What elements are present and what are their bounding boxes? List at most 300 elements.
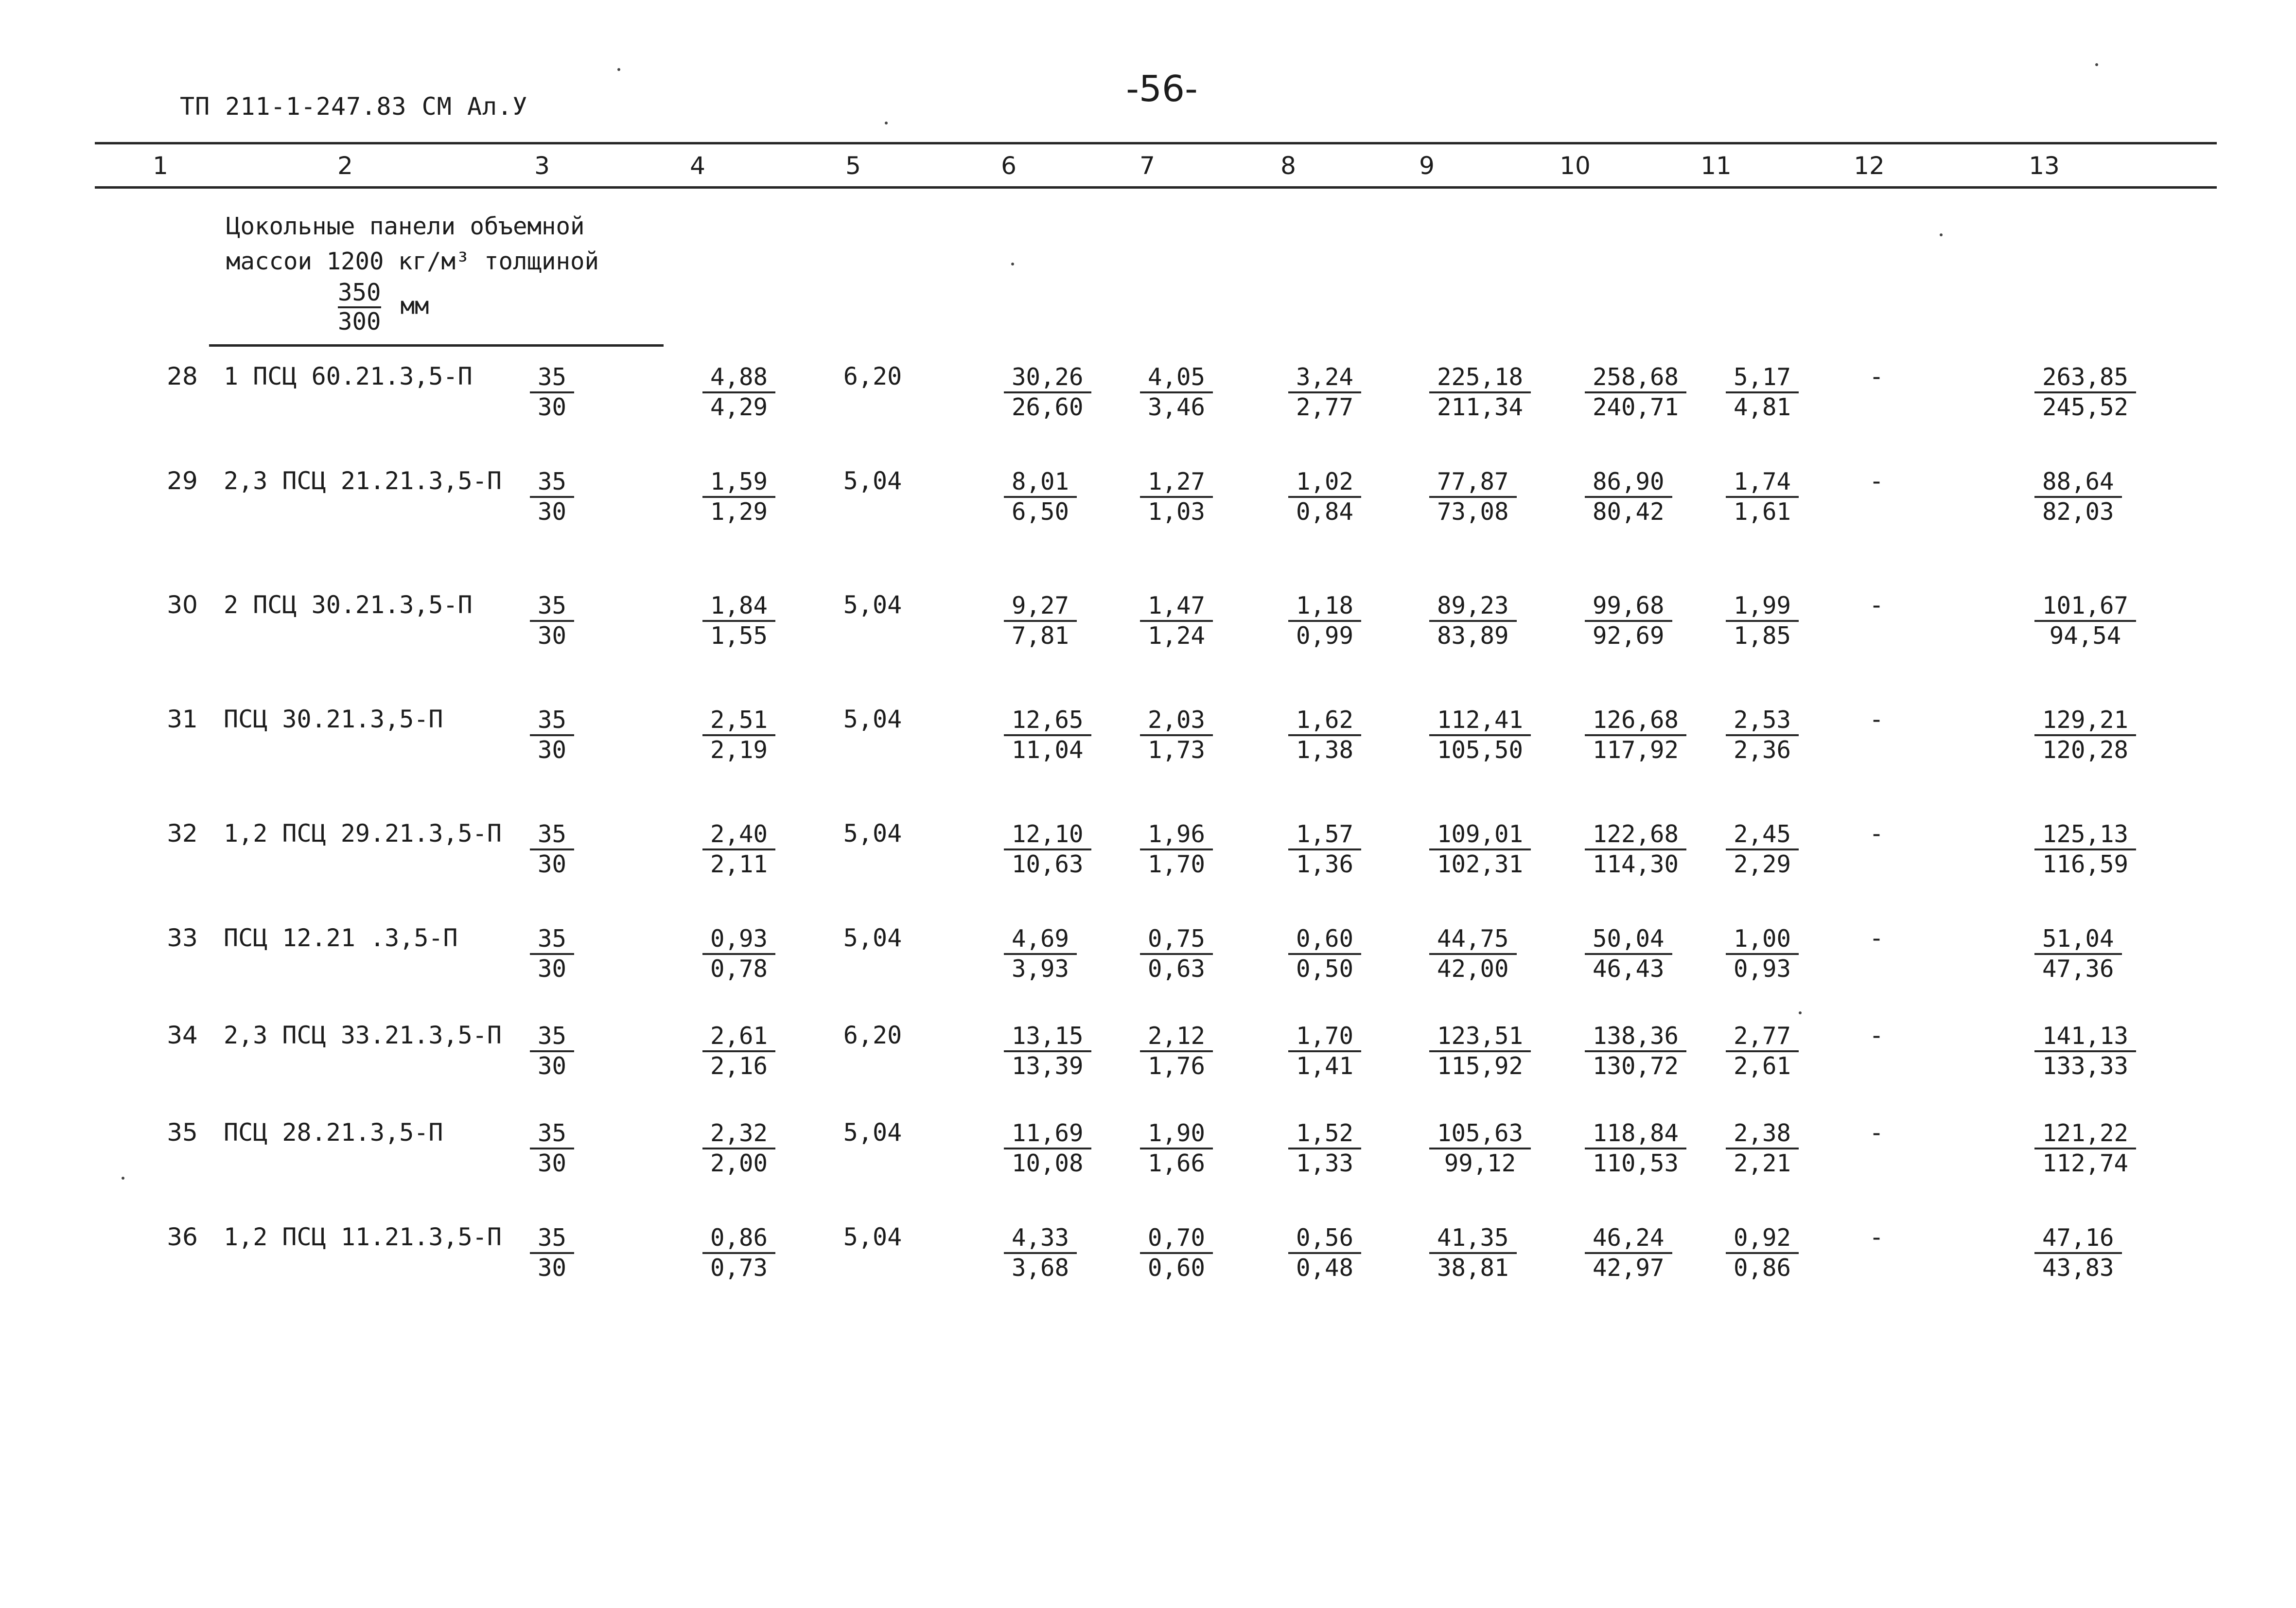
cell-c11-fraction bbox=[1726, 925, 1799, 983]
column-number-1: 1 bbox=[153, 152, 168, 180]
cell-c11-denominator: 1,85 bbox=[1734, 622, 1791, 650]
cell-c10-fraction bbox=[1585, 1022, 1686, 1080]
cell-c10-denominator: 92,69 bbox=[1593, 622, 1665, 650]
cell-c6-numerator: 11,69 bbox=[1004, 1119, 1091, 1149]
cell-c7-fraction bbox=[1140, 706, 1213, 764]
panel-mark: 1,2 ПСЦ 29.21.3,5-П bbox=[224, 819, 502, 848]
cell-c7-numerator: 0,70 bbox=[1140, 1224, 1213, 1254]
cell-c10-numerator: 46,24 bbox=[1585, 1224, 1672, 1254]
cell-c3-denominator: 30 bbox=[538, 498, 567, 526]
column-number-9: 9 bbox=[1419, 152, 1435, 180]
cell-c12: - bbox=[1869, 591, 1884, 619]
cell-c11-denominator: 2,36 bbox=[1734, 736, 1791, 764]
panel-mark: ПСЦ 30.21.3,5-П bbox=[224, 705, 443, 733]
cell-c7-fraction bbox=[1140, 363, 1213, 422]
cell-c5: 6,20 bbox=[843, 1021, 902, 1049]
cell-c7-denominator: 1,24 bbox=[1148, 622, 1206, 650]
cell-c7-fraction bbox=[1140, 1224, 1213, 1282]
cell-c6-numerator: 12,65 bbox=[1004, 706, 1091, 736]
cell-c13-numerator: 121,22 bbox=[2034, 1119, 2136, 1149]
cell-c4-fraction bbox=[702, 363, 775, 422]
cell-c10-fraction bbox=[1585, 592, 1672, 650]
document-code: ТП 211-1-247.83 СМ Ал.У bbox=[180, 92, 528, 121]
cell-c8-denominator: 0,99 bbox=[1296, 622, 1354, 650]
scan-speck bbox=[1940, 233, 1943, 236]
cell-c7-denominator: 0,60 bbox=[1148, 1254, 1206, 1282]
cell-c7-denominator: 0,63 bbox=[1148, 955, 1206, 983]
cell-c5: 5,04 bbox=[843, 467, 902, 495]
cell-c3-fraction bbox=[530, 706, 574, 764]
cell-c7-fraction bbox=[1140, 1119, 1213, 1178]
cell-c5: 5,04 bbox=[843, 1223, 902, 1251]
cell-c8-fraction bbox=[1288, 706, 1361, 764]
cell-c10-fraction bbox=[1585, 1224, 1672, 1282]
cell-c11-fraction bbox=[1726, 1022, 1799, 1080]
cell-c4-fraction bbox=[702, 1119, 775, 1178]
cell-c11-fraction bbox=[1726, 363, 1799, 422]
cell-c8-fraction bbox=[1288, 592, 1361, 650]
cell-c10-fraction bbox=[1585, 363, 1686, 422]
cell-c13-denominator: 112,74 bbox=[2042, 1149, 2129, 1177]
row-number: 32 bbox=[167, 819, 198, 848]
cell-c3-denominator: 30 bbox=[538, 1052, 567, 1080]
cell-c9-fraction bbox=[1429, 468, 1517, 526]
cell-c11-denominator: 2,21 bbox=[1734, 1149, 1791, 1177]
thickness-denominator: 300 bbox=[338, 308, 381, 336]
column-number-4: 4 bbox=[690, 152, 705, 180]
cell-c4-numerator: 2,32 bbox=[702, 1119, 775, 1149]
cell-c8-fraction bbox=[1288, 468, 1361, 526]
cell-c10-denominator: 130,72 bbox=[1593, 1052, 1679, 1080]
cell-c6-fraction bbox=[1004, 468, 1077, 526]
cell-c11-fraction bbox=[1726, 1119, 1799, 1178]
cell-c3-fraction bbox=[530, 468, 574, 526]
cell-c4-denominator: 2,19 bbox=[710, 736, 768, 764]
cell-c9-fraction bbox=[1429, 1224, 1517, 1282]
cell-c13-numerator: 51,04 bbox=[2034, 925, 2122, 955]
cell-c9-fraction bbox=[1429, 363, 1531, 422]
scan-speck bbox=[2095, 63, 2098, 66]
cell-c6-denominator: 10,63 bbox=[1012, 850, 1084, 878]
cell-c4-fraction bbox=[702, 925, 775, 983]
cell-c7-fraction bbox=[1140, 468, 1213, 526]
cell-c7-numerator: 4,05 bbox=[1140, 363, 1213, 393]
cell-c9-fraction bbox=[1429, 925, 1517, 983]
table-row bbox=[0, 591, 2296, 664]
cell-c12: - bbox=[1869, 1021, 1884, 1049]
cell-c13-numerator: 88,64 bbox=[2034, 468, 2122, 498]
cell-c8-denominator: 1,41 bbox=[1296, 1052, 1354, 1080]
cell-c7-numerator: 2,03 bbox=[1140, 706, 1213, 736]
cell-c9-denominator: 99,12 bbox=[1444, 1149, 1516, 1177]
scan-speck bbox=[1011, 263, 1014, 265]
cell-c10-denominator: 110,53 bbox=[1593, 1149, 1679, 1177]
cell-c13-numerator: 263,85 bbox=[2034, 363, 2136, 393]
column-number-2: 2 bbox=[337, 152, 353, 180]
row-number: 33 bbox=[167, 924, 198, 952]
cell-c4-fraction bbox=[702, 706, 775, 764]
panel-mark: 1,2 ПСЦ 11.21.3,5-П bbox=[224, 1223, 502, 1251]
cell-c13-fraction bbox=[2034, 363, 2136, 422]
row-number: 34 bbox=[167, 1021, 198, 1049]
cell-c10-fraction bbox=[1585, 925, 1672, 983]
cell-c5: 5,04 bbox=[843, 591, 902, 619]
cell-c5: 5,04 bbox=[843, 819, 902, 848]
column-number-10: 10 bbox=[1560, 152, 1591, 180]
cell-c6-numerator: 9,27 bbox=[1004, 592, 1077, 622]
cell-c10-denominator: 117,92 bbox=[1593, 736, 1679, 764]
cell-c4-denominator: 2,11 bbox=[710, 850, 768, 878]
cell-c9-denominator: 38,81 bbox=[1437, 1254, 1509, 1282]
cell-c3-numerator: 35 bbox=[530, 925, 574, 955]
cell-c8-numerator: 1,62 bbox=[1288, 706, 1361, 736]
cell-c4-numerator: 4,88 bbox=[702, 363, 775, 393]
cell-c12: - bbox=[1869, 924, 1884, 952]
cell-c13-denominator: 47,36 bbox=[2042, 955, 2114, 983]
cell-c9-denominator: 102,31 bbox=[1437, 850, 1524, 878]
cell-c9-denominator: 73,08 bbox=[1437, 498, 1509, 526]
cell-c7-denominator: 1,73 bbox=[1148, 736, 1206, 764]
panel-mark: 2 ПСЦ 30.21.3,5-П bbox=[224, 591, 473, 619]
cell-c13-fraction bbox=[2034, 1224, 2122, 1282]
cell-c13-numerator: 101,67 bbox=[2034, 592, 2136, 622]
cell-c10-numerator: 118,84 bbox=[1585, 1119, 1686, 1149]
cell-c6-fraction bbox=[1004, 925, 1077, 983]
cell-c6-denominator: 26,60 bbox=[1012, 393, 1084, 421]
cell-c4-fraction bbox=[702, 468, 775, 526]
section-heading bbox=[226, 209, 599, 336]
cell-c9-numerator: 225,18 bbox=[1429, 363, 1531, 393]
cell-c3-denominator: 30 bbox=[538, 1149, 567, 1177]
cell-c11-denominator: 2,29 bbox=[1734, 850, 1791, 878]
cell-c3-denominator: 30 bbox=[538, 622, 567, 650]
cell-c9-denominator: 42,00 bbox=[1437, 955, 1509, 983]
cell-c11-numerator: 2,77 bbox=[1726, 1022, 1799, 1052]
cell-c8-numerator: 0,56 bbox=[1288, 1224, 1361, 1254]
cell-c7-numerator: 1,47 bbox=[1140, 592, 1213, 622]
cell-c3-numerator: 35 bbox=[530, 468, 574, 498]
cell-c3-fraction bbox=[530, 1119, 574, 1178]
cell-c6-denominator: 10,08 bbox=[1012, 1149, 1084, 1177]
cell-c9-fraction bbox=[1429, 1119, 1531, 1178]
cell-c7-numerator: 2,12 bbox=[1140, 1022, 1213, 1052]
cell-c6-fraction bbox=[1004, 1119, 1091, 1178]
cell-c12: - bbox=[1869, 1118, 1884, 1147]
row-number: 28 bbox=[167, 362, 198, 390]
cell-c9-fraction bbox=[1429, 706, 1531, 764]
row-number: 30 bbox=[167, 591, 198, 619]
cell-c10-fraction bbox=[1585, 468, 1672, 526]
cell-c6-fraction bbox=[1004, 1224, 1077, 1282]
cell-c4-denominator: 1,29 bbox=[710, 498, 768, 526]
cell-c9-fraction bbox=[1429, 1022, 1531, 1080]
cell-c9-denominator: 83,89 bbox=[1437, 622, 1509, 650]
cell-c9-numerator: 89,23 bbox=[1429, 592, 1517, 622]
cell-c3-numerator: 35 bbox=[530, 1022, 574, 1052]
cell-c9-fraction bbox=[1429, 592, 1517, 650]
cell-c6-denominator: 13,39 bbox=[1012, 1052, 1084, 1080]
cell-c10-fraction bbox=[1585, 706, 1686, 764]
cell-c10-denominator: 46,43 bbox=[1593, 955, 1665, 983]
cell-c4-numerator: 1,59 bbox=[702, 468, 775, 498]
cell-c10-numerator: 258,68 bbox=[1585, 363, 1686, 393]
thickness-numerator: 350 bbox=[338, 279, 381, 308]
cell-c3-denominator: 30 bbox=[538, 1254, 567, 1282]
top-rule bbox=[95, 142, 2217, 144]
cell-c3-fraction bbox=[530, 1224, 574, 1282]
cell-c13-numerator: 141,13 bbox=[2034, 1022, 2136, 1052]
cell-c11-numerator: 2,45 bbox=[1726, 820, 1799, 850]
cell-c6-numerator: 8,01 bbox=[1004, 468, 1077, 498]
cell-c7-numerator: 1,27 bbox=[1140, 468, 1213, 498]
scan-speck bbox=[617, 68, 620, 71]
cell-c12: - bbox=[1869, 1223, 1884, 1251]
table-row bbox=[0, 1118, 2296, 1191]
cell-c4-denominator: 0,73 bbox=[710, 1254, 768, 1282]
cell-c3-denominator: 30 bbox=[538, 850, 567, 878]
cell-c4-numerator: 0,86 bbox=[702, 1224, 775, 1254]
cell-c8-denominator: 2,77 bbox=[1296, 393, 1354, 421]
table-row bbox=[0, 1223, 2296, 1296]
cell-c8-denominator: 0,50 bbox=[1296, 955, 1354, 983]
cell-c11-numerator: 2,38 bbox=[1726, 1119, 1799, 1149]
column-number-12: 12 bbox=[1854, 152, 1885, 180]
cell-c9-fraction bbox=[1429, 820, 1531, 879]
cell-c13-fraction bbox=[2034, 468, 2122, 526]
cell-c7-denominator: 1,66 bbox=[1148, 1149, 1206, 1177]
cell-c8-numerator: 1,70 bbox=[1288, 1022, 1361, 1052]
cell-c4-numerator: 2,51 bbox=[702, 706, 775, 736]
cell-c8-fraction bbox=[1288, 1224, 1361, 1282]
cell-c9-numerator: 41,35 bbox=[1429, 1224, 1517, 1254]
cell-c10-numerator: 126,68 bbox=[1585, 706, 1686, 736]
cell-c7-denominator: 1,03 bbox=[1148, 498, 1206, 526]
cell-c8-fraction bbox=[1288, 1022, 1361, 1080]
cell-c6-fraction bbox=[1004, 820, 1091, 879]
column-number-6: 6 bbox=[1001, 152, 1017, 180]
cell-c4-denominator: 1,55 bbox=[710, 622, 768, 650]
cell-c3-numerator: 35 bbox=[530, 1119, 574, 1149]
cell-c8-denominator: 1,38 bbox=[1296, 736, 1354, 764]
cell-c11-numerator: 2,53 bbox=[1726, 706, 1799, 736]
cell-c13-fraction bbox=[2034, 925, 2122, 983]
panel-mark: ПСЦ 28.21.3,5-П bbox=[224, 1118, 443, 1147]
cell-c4-fraction bbox=[702, 1022, 775, 1080]
scan-speck bbox=[1799, 1011, 1802, 1014]
cell-c7-fraction bbox=[1140, 925, 1213, 983]
cell-c8-fraction bbox=[1288, 925, 1361, 983]
cell-c7-numerator: 0,75 bbox=[1140, 925, 1213, 955]
cell-c10-denominator: 80,42 bbox=[1593, 498, 1665, 526]
cell-c11-fraction bbox=[1726, 820, 1799, 879]
cell-c9-numerator: 123,51 bbox=[1429, 1022, 1531, 1052]
section-underline bbox=[209, 344, 664, 347]
cell-c3-denominator: 30 bbox=[538, 736, 567, 764]
cell-c11-numerator: 5,17 bbox=[1726, 363, 1799, 393]
row-number: 31 bbox=[167, 705, 198, 733]
cell-c12: - bbox=[1869, 819, 1884, 848]
panel-mark: 1 ПСЦ 60.21.3,5-П bbox=[224, 362, 473, 390]
cell-c5: 6,20 bbox=[843, 362, 902, 390]
cell-c11-numerator: 0,92 bbox=[1726, 1224, 1799, 1254]
cell-c7-numerator: 1,96 bbox=[1140, 820, 1213, 850]
cell-c8-numerator: 0,60 bbox=[1288, 925, 1361, 955]
cell-c4-denominator: 4,29 bbox=[710, 393, 768, 421]
column-number-3: 3 bbox=[534, 152, 550, 180]
cell-c3-fraction bbox=[530, 1022, 574, 1080]
cell-c13-denominator: 43,83 bbox=[2042, 1254, 2114, 1282]
cell-c8-numerator: 1,52 bbox=[1288, 1119, 1361, 1149]
cell-c3-numerator: 35 bbox=[530, 706, 574, 736]
cell-c4-numerator: 1,84 bbox=[702, 592, 775, 622]
cell-c13-fraction bbox=[2034, 820, 2136, 879]
cell-c9-denominator: 115,92 bbox=[1437, 1052, 1524, 1080]
panel-mark: 2,3 ПСЦ 21.21.3,5-П bbox=[224, 467, 502, 495]
cell-c6-numerator: 12,10 bbox=[1004, 820, 1091, 850]
cell-c6-numerator: 4,69 bbox=[1004, 925, 1077, 955]
section-thickness bbox=[226, 279, 599, 336]
cell-c9-numerator: 44,75 bbox=[1429, 925, 1517, 955]
cell-c8-fraction bbox=[1288, 363, 1361, 422]
cell-c6-fraction bbox=[1004, 592, 1077, 650]
cell-c4-fraction bbox=[702, 1224, 775, 1282]
cell-c6-denominator: 6,50 bbox=[1012, 498, 1069, 526]
cell-c11-fraction bbox=[1726, 1224, 1799, 1282]
column-number-5: 5 bbox=[845, 152, 861, 180]
cell-c4-denominator: 2,00 bbox=[710, 1149, 768, 1177]
cell-c13-numerator: 47,16 bbox=[2034, 1224, 2122, 1254]
cell-c8-numerator: 1,18 bbox=[1288, 592, 1361, 622]
cell-c3-fraction bbox=[530, 820, 574, 879]
cell-c8-numerator: 3,24 bbox=[1288, 363, 1361, 393]
column-number-7: 7 bbox=[1139, 152, 1155, 180]
table-row bbox=[0, 705, 2296, 778]
cell-c13-denominator: 94,54 bbox=[2049, 622, 2121, 650]
table-row bbox=[0, 819, 2296, 892]
cell-c7-numerator: 1,90 bbox=[1140, 1119, 1213, 1149]
column-number-13: 13 bbox=[2029, 152, 2060, 180]
cell-c4-denominator: 0,78 bbox=[710, 955, 768, 983]
table-row bbox=[0, 467, 2296, 540]
header-bottom-rule bbox=[95, 186, 2217, 189]
row-number: 36 bbox=[167, 1223, 198, 1251]
scan-speck bbox=[885, 122, 888, 124]
cell-c6-numerator: 4,33 bbox=[1004, 1224, 1077, 1254]
cell-c11-fraction bbox=[1726, 706, 1799, 764]
cell-c5: 5,04 bbox=[843, 705, 902, 733]
table-row bbox=[0, 924, 2296, 997]
cell-c13-numerator: 125,13 bbox=[2034, 820, 2136, 850]
cell-c4-numerator: 0,93 bbox=[702, 925, 775, 955]
cell-c10-numerator: 50,04 bbox=[1585, 925, 1672, 955]
cell-c13-denominator: 245,52 bbox=[2042, 393, 2129, 421]
cell-c6-fraction bbox=[1004, 706, 1091, 764]
cell-c9-denominator: 211,34 bbox=[1437, 393, 1524, 421]
cell-c3-denominator: 30 bbox=[538, 955, 567, 983]
cell-c7-fraction bbox=[1140, 820, 1213, 879]
cell-c10-numerator: 99,68 bbox=[1585, 592, 1672, 622]
cell-c13-numerator: 129,21 bbox=[2034, 706, 2136, 736]
cell-c8-numerator: 1,57 bbox=[1288, 820, 1361, 850]
cell-c13-fraction bbox=[2034, 1119, 2136, 1178]
cell-c11-fraction bbox=[1726, 468, 1799, 526]
cell-c11-denominator: 4,81 bbox=[1734, 393, 1791, 421]
cell-c12: - bbox=[1869, 705, 1884, 733]
column-number-11: 11 bbox=[1700, 152, 1732, 180]
cell-c7-denominator: 1,70 bbox=[1148, 850, 1206, 878]
cell-c4-numerator: 2,40 bbox=[702, 820, 775, 850]
cell-c3-numerator: 35 bbox=[530, 363, 574, 393]
cell-c6-numerator: 30,26 bbox=[1004, 363, 1091, 393]
cell-c3-numerator: 35 bbox=[530, 1224, 574, 1254]
cell-c7-fraction bbox=[1140, 592, 1213, 650]
cell-c11-numerator: 1,00 bbox=[1726, 925, 1799, 955]
cell-c10-denominator: 240,71 bbox=[1593, 393, 1679, 421]
cell-c11-fraction bbox=[1726, 592, 1799, 650]
cell-c6-denominator: 3,68 bbox=[1012, 1254, 1069, 1282]
cell-c4-fraction bbox=[702, 820, 775, 879]
panel-mark: ПСЦ 12.21 .3,5-П bbox=[224, 924, 458, 952]
table-row bbox=[0, 362, 2296, 435]
cell-c8-numerator: 1,02 bbox=[1288, 468, 1361, 498]
cell-c8-denominator: 0,48 bbox=[1296, 1254, 1354, 1282]
cell-c4-fraction bbox=[702, 592, 775, 650]
cell-c8-fraction bbox=[1288, 820, 1361, 879]
cell-c11-denominator: 0,86 bbox=[1734, 1254, 1791, 1282]
cell-c4-numerator: 2,61 bbox=[702, 1022, 775, 1052]
cell-c8-fraction bbox=[1288, 1119, 1361, 1178]
row-number: 35 bbox=[167, 1118, 198, 1147]
table-row bbox=[0, 1021, 2296, 1094]
cell-c13-fraction bbox=[2034, 706, 2136, 764]
cell-c10-denominator: 114,30 bbox=[1593, 850, 1679, 878]
cell-c3-numerator: 35 bbox=[530, 592, 574, 622]
cell-c6-fraction bbox=[1004, 363, 1091, 422]
cell-c9-numerator: 112,41 bbox=[1429, 706, 1531, 736]
cell-c13-denominator: 133,33 bbox=[2042, 1052, 2129, 1080]
cell-c3-fraction bbox=[530, 925, 574, 983]
cell-c10-fraction bbox=[1585, 820, 1686, 879]
page-number: -56- bbox=[1126, 68, 1198, 110]
cell-c13-denominator: 120,28 bbox=[2042, 736, 2129, 764]
panel-mark: 2,3 ПСЦ 33.21.3,5-П bbox=[224, 1021, 502, 1049]
cell-c3-denominator: 30 bbox=[538, 393, 567, 421]
section-heading-line-2: массои 1200 кг/м³ толщиной bbox=[226, 247, 599, 275]
cell-c6-numerator: 13,15 bbox=[1004, 1022, 1091, 1052]
cell-c13-denominator: 82,03 bbox=[2042, 498, 2114, 526]
cell-c11-denominator: 1,61 bbox=[1734, 498, 1791, 526]
cell-c8-denominator: 0,84 bbox=[1296, 498, 1354, 526]
cell-c7-denominator: 1,76 bbox=[1148, 1052, 1206, 1080]
column-number-8: 8 bbox=[1280, 152, 1296, 180]
cell-c5: 5,04 bbox=[843, 1118, 902, 1147]
cell-c3-fraction bbox=[530, 592, 574, 650]
cell-c7-denominator: 3,46 bbox=[1148, 393, 1206, 421]
cell-c9-numerator: 77,87 bbox=[1429, 468, 1517, 498]
cell-c6-denominator: 11,04 bbox=[1012, 736, 1084, 764]
cell-c10-numerator: 138,36 bbox=[1585, 1022, 1686, 1052]
cell-c3-fraction bbox=[530, 363, 574, 422]
section-heading-line-1: Цокольные панели объемной bbox=[226, 212, 585, 240]
cell-c8-denominator: 1,36 bbox=[1296, 850, 1354, 878]
cell-c11-denominator: 0,93 bbox=[1734, 955, 1791, 983]
cell-c10-numerator: 122,68 bbox=[1585, 820, 1686, 850]
cell-c13-fraction bbox=[2034, 1022, 2136, 1080]
cell-c5: 5,04 bbox=[843, 924, 902, 952]
cell-c11-denominator: 2,61 bbox=[1734, 1052, 1791, 1080]
cell-c9-numerator: 105,63 bbox=[1429, 1119, 1531, 1149]
row-number: 29 bbox=[167, 467, 198, 495]
